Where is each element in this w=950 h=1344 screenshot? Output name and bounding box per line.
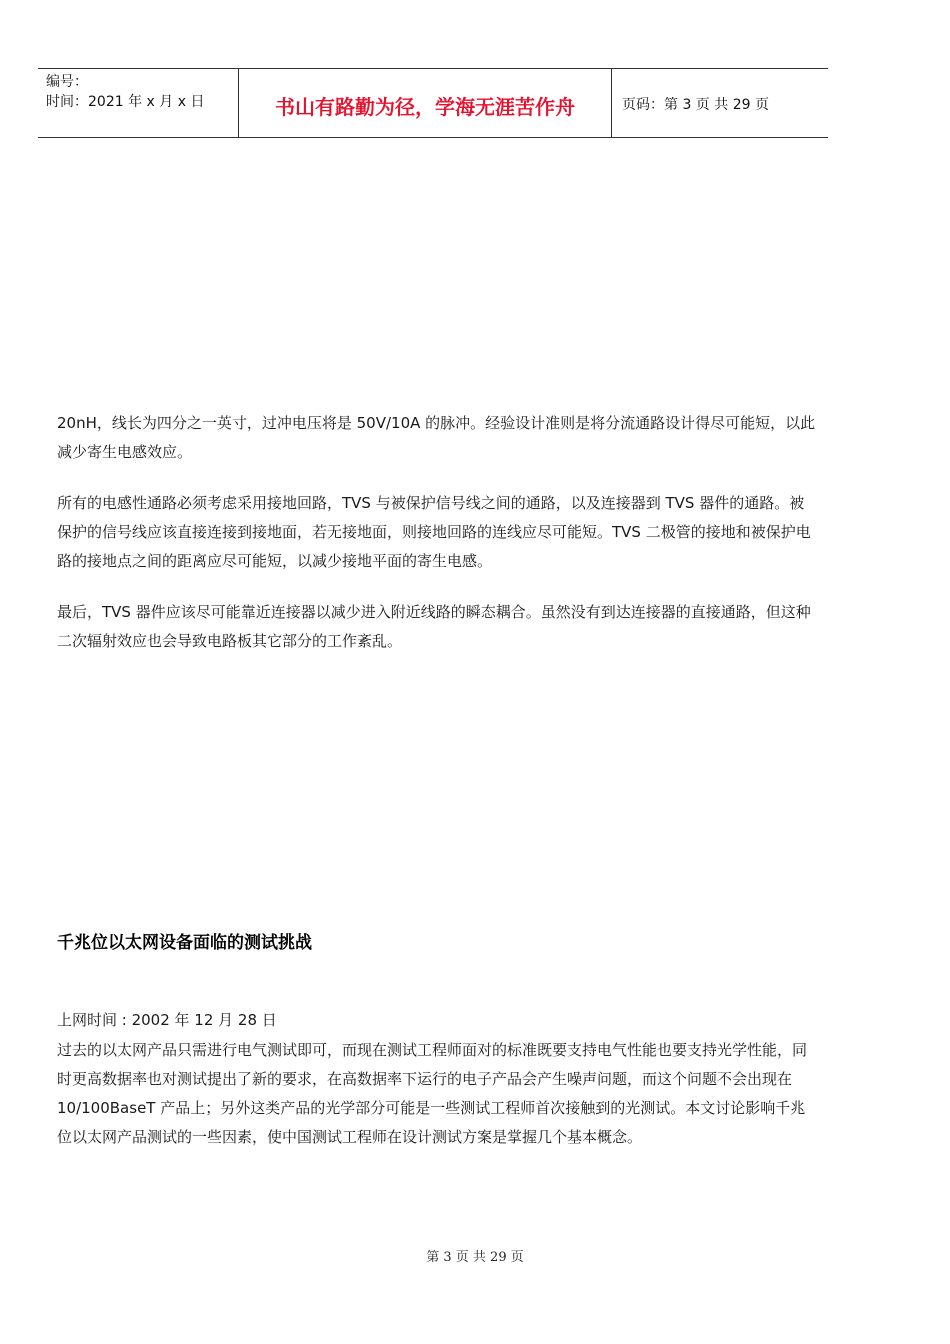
page-header (38, 68, 828, 138)
article-paragraph: 过去的以太网产品只需进行电气测试即可，而现在测试工程师面对的标准既要支持电气性能也要支持光学性能，同时更高数据率也对测试提出了新的要求，在高数据率下运行的电子产品会产生噪声问题，而这个问题不会出现在 10/100BaseT 产品上；另外这类产品的光学部分可能是一些测试工程师首次接触到的光测试。本文讨论影响千兆位以太网产品测试的一些因素，使中国测试工程师在设计测试方案是掌握几个基本概念。 (57, 1041, 808, 1146)
header-motto-cell (238, 69, 612, 137)
body-paragraph-1: 20nH，线长为四分之一英寸，过冲电压将是 50V/10A 的脉冲。经验设计准则是将分流通路设计得尽可能短，以此减少寄生电感效应。 (57, 414, 816, 461)
header-info-cell (38, 69, 238, 137)
header-page-cell (612, 69, 828, 137)
article-title: 千兆位以太网设备面临的测试挑战 (57, 933, 312, 953)
document-date-label: 时间：2021 年 x 月 x 日 (46, 94, 205, 110)
document-number-label: 编号： (46, 74, 88, 90)
body-paragraph-3: 最后，TVS 器件应该尽可能靠近连接器以减少进入附近线路的瞬态耦合。虽然没有到达连接器的直接通路，但这种二次辐射效应也会导致电路板其它部分的工作紊乱。 (57, 603, 811, 650)
online-date: 上网时间 : 2002 年 12 月 28 日 (57, 1011, 277, 1029)
header-motto: 书山有路勤为径，学海无涯苦作舟 (275, 95, 575, 119)
page-footer: 第 3 页 共 29 页 (426, 1250, 524, 1265)
body-paragraph-2: 所有的电感性通路必须考虑采用接地回路，TVS 与被保护信号线之间的通路，以及连接器到 TVS 器件的通路。被保护的信号线应该直接连接到接地面，若无接地面，则接地回路的连线应尽可能短。TVS 二极管的接地和被保护电路的接地点之间的距离应尽可能短，以减少接地平面的寄生电感。 (57, 494, 811, 570)
header-page-number: 页码：第 3 页 共 29 页 (622, 97, 769, 113)
